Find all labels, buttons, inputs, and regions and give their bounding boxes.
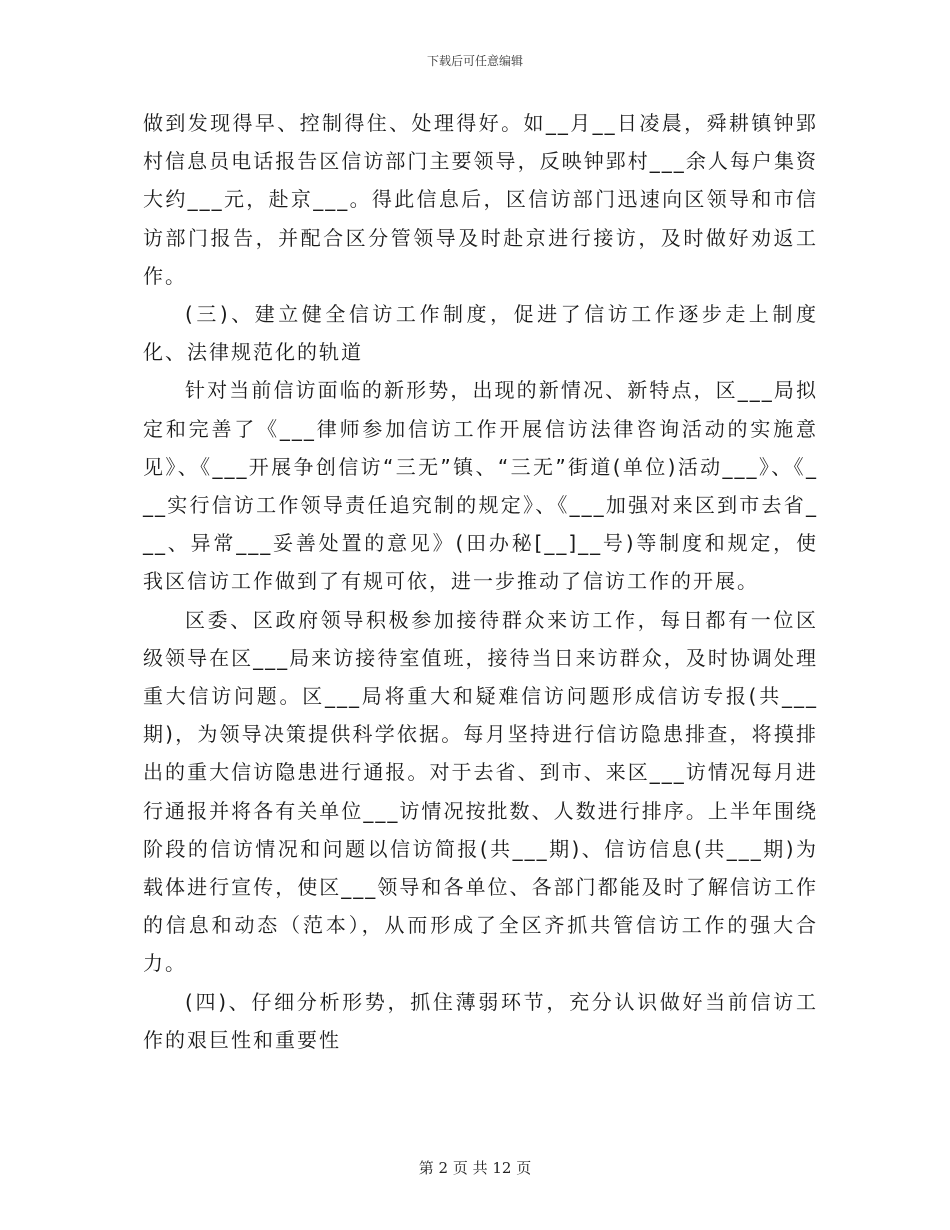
section-heading: (三)、建立健全信访工作制度，促进了信访工作逐步走上制度化、法律规范化的轨道 xyxy=(143,302,818,365)
paragraph: 区委、区政府领导积极参加接待群众来访工作，每日都有一位区级领导在区___局来访接待室值班，接待当日来访群众，及时协调处理重大信访问题。区___局将重大和疑难信访问题形成信访专报(共___期)，为领导决策提供科学依据。每月坚持进行信访隐患排查，将摸排出的重大信访隐患进行通报。对于去省、到市、来区___访情况每月进行通报并将各有关单位___访情况按批数、人数进行排序。上半年围绕阶段的信访情况和问题以信访简报(共___期)、信访信息(共___期)为载体进行宣传，使区___领导和各单位、各部门都能及时了解信访工作的信息和动态（范本），从而形成了全区齐抓共管信访工作的强大合力。 xyxy=(143,607,818,976)
paragraph: 做到发现得早、控制得住、处理得好。如__月__日凌晨，舜耕镇钟郢村信息员电话报告区信访部门主要领导，反映钟郢村___余人每户集资大约___元，赴京___。得此信息后，区信访部门迅速向区领导和市信访部门报告，并配合区分管领导及时赴京进行接访，及时做好劝返工作。 xyxy=(143,111,818,288)
page-header: 下载后可任意编辑 xyxy=(426,54,523,68)
document-body xyxy=(143,104,818,1059)
page-number: 第 2 页 共 12 页 xyxy=(418,1159,532,1177)
paragraph: 针对当前信访面临的新形势，出现的新情况、新特点，区___局拟定和完善了《___律师参加信访工作开展信访法律咨询活动的实施意见》、《___开展争创信访“三无”镇、“三无”街道(单位)活动___》、《___实行信访工作领导责任追究制的规定》、《___加强对来区到市去省___、异常___妥善处置的意见》(田办秘[__]__号)等制度和规定，使我区信访工作做到了有规可依，进一步推动了信访工作的开展。 xyxy=(143,378,818,594)
section-heading: (四)、仔细分析形势，抓住薄弱环节，充分认识做好当前信访工作的艰巨性和重要性 xyxy=(143,989,818,1052)
